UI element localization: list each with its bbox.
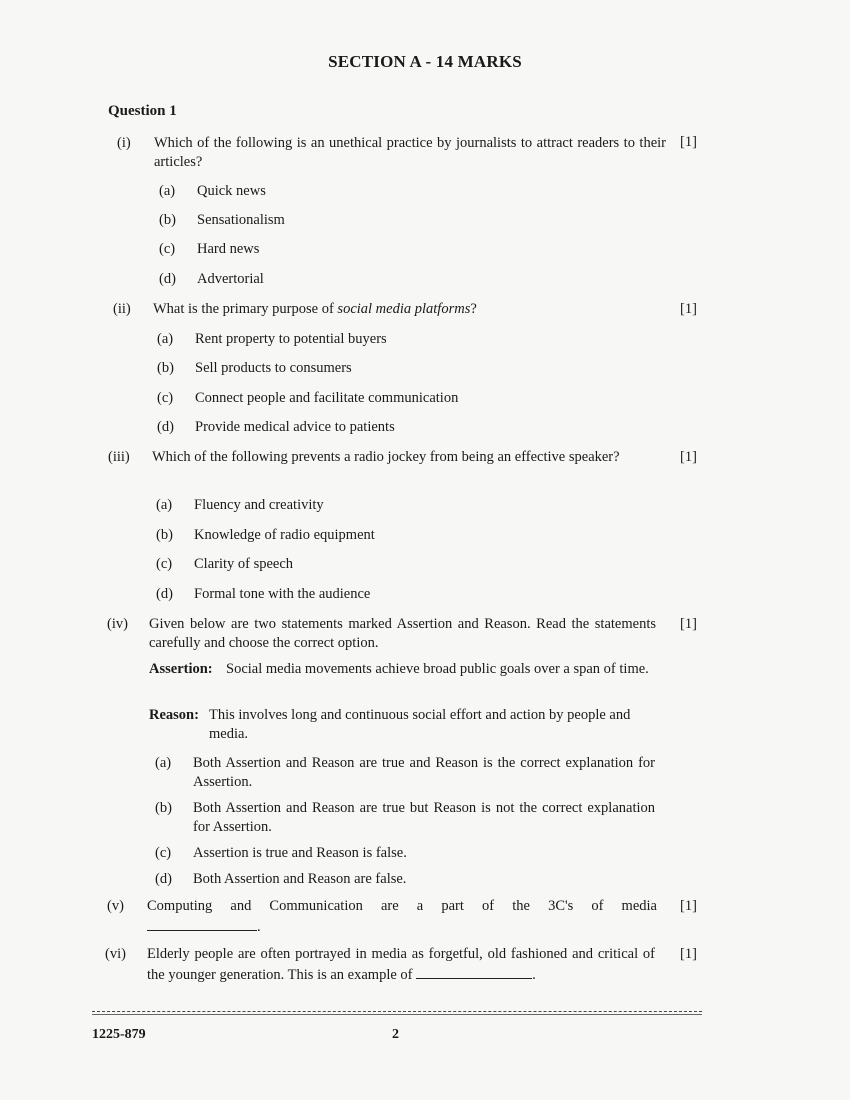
exam-page: SECTION A - 14 MARKS Question 1 (i) Which of the following is an unethical practice by journalists to attract readers to their articles? [1] (a) Quick news (b) Sensationalism (c) Hard news (d) Advertorial (ii) What is the primary purpose of social media platforms? [1] (a) Rent property to potential buyers (b) Sell products to consumers (c) Connect people and facilitate communication (d) Provide medical advice to patients (iii) Which of the following prevents a radio jockey from being an effective speaker? [1] (a) Fluency and creativity (b) Knowledge of radio equipment (c) Clarity of speech (d) Formal tone with the audience (iv) Given below are two statements marked Assertion and Reason. Read the statements carefully and choose the correct option. [1] Assertion: Social media movements achieve broad public goals over a span of time. Reason: This involves long and continuous social effort and action by people and media. (a) Both Assertion and Reason are true and Reason is the correct explanation for Assertion. (b) Both Assertion and Reason are true but Reason is not the correct explanation for Assertion. (c) Assertion is true and Reason is false. (d) Both Assertion and Reason are false. (v) Computing and Communication are a part of the 3C's of media . [1] (vi) Elderly people are often portrayed in media as forgetful, old fashioned and critical of the younger generation. This is an example of . [1] 1225-879 2 <box>0 0 850 1100</box>
question-text: What is the primary purpose of social media platforms? <box>153 301 477 317</box>
question-number: (v) <box>107 898 124 914</box>
marks-badge: [1] <box>680 898 697 914</box>
question-number: (iv) <box>107 616 128 632</box>
question-text: Elderly people are often portrayed in media as forgetful, old fashioned and critical of the younger generation. This is an example of . <box>147 946 655 983</box>
answer-blank <box>416 964 532 979</box>
reason-text: This involves long and continuous social effort and action by people and media. <box>209 707 631 742</box>
answer-blank <box>147 916 257 931</box>
paper-code: 1225-879 <box>92 1027 146 1042</box>
section-title: SECTION A - 14 MARKS <box>328 52 522 71</box>
marks-badge: [1] <box>680 134 697 150</box>
assertion-text: Social media movements achieve broad public goals over a span of time. <box>226 661 649 677</box>
marks-badge: [1] <box>680 301 697 317</box>
footer-divider <box>92 1011 702 1012</box>
reason-block <box>149 706 655 742</box>
question-text: Given below are two statements marked Assertion and Reason. Read the statements carefully and choose the correct option. <box>149 616 656 651</box>
assertion-block <box>149 660 655 679</box>
marks-badge: [1] <box>680 946 697 962</box>
marks-badge: [1] <box>680 449 697 465</box>
question-number: (i) <box>117 135 131 151</box>
footer-divider-solid <box>92 1014 702 1015</box>
question-number: (iii) <box>108 449 130 465</box>
assertion-label: Assertion: <box>149 661 213 677</box>
question-text: Computing and Communication are a part of the 3C's of media . <box>147 898 657 935</box>
page-number: 2 <box>392 1027 399 1042</box>
question-number: (vi) <box>105 946 126 962</box>
marks-badge: [1] <box>680 616 697 632</box>
question-text: Which of the following prevents a radio jockey from being an effective speaker? <box>152 449 620 465</box>
question-heading: Question 1 <box>108 103 177 119</box>
question-number: (ii) <box>113 301 131 317</box>
reason-label: Reason: <box>149 707 199 723</box>
question-text: Which of the following is an unethical practice by journalists to attract readers to their articles? <box>154 135 666 170</box>
